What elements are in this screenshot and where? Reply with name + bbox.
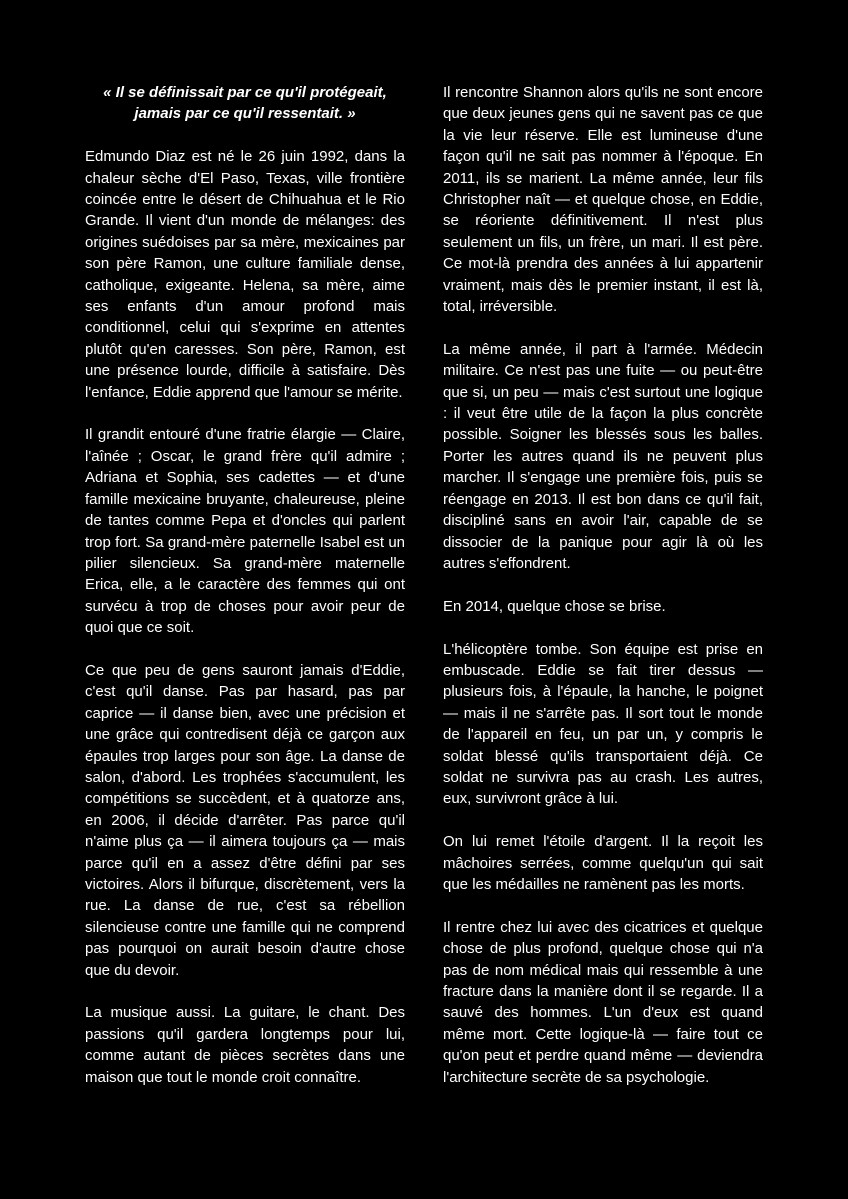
- quote-line-1: « Il se définissait par ce qu'il protégeait,: [103, 84, 387, 101]
- left-column: [85, 82, 405, 1109]
- epigraph-quote: [85, 82, 405, 125]
- paragraph-army: La même année, il part à l'armée. Médecin militaire. Ce n'est pas une fuite — ou peut-être que si, un peu — mais c'est surtout une logique : il veut être utile de la façon la plus concrète possible. Soigner les blessés sous les balles. Porter les autres quand ils ne peuvent plus marcher. Il s'engage une première fois, puis se réengage en 2013. Il est bon dans ce qu'il fait, discipliné sans en avoir l'air, capable de se dissocier de la panique pour agir là où les autres s'effondrent.: [443, 340, 763, 572]
- paragraph-family: Il grandit entouré d'une fratrie élargie — Claire, l'aînée ; Oscar, le grand frère qu'il admire ; Adriana et Sophia, ses cadettes — et d'une famille mexicaine bruyante, chaleureuse, pleine de tantes comme Pepa et d'oncles qui parlent trop fort. Sa grand-mère paternelle Isabel est un pilier silencieux. Sa grand-mère maternelle Erica, elle, a le caractère des femmes qui ont survécu à trop de choses pour avoir peur de quoi que ce soit.: [85, 426, 405, 637]
- paragraph-return: Il rentre chez lui avec des cicatrices et quelque chose de plus profond, quelque chose qui n'a pas de nom médical mais qui ressemble à une fracture dans la manière dont il se regarde. Il a sauvé des hommes. L'un d'eux est quand même mort. Cette logique-là — faire tout ce qu'on peut et perdre quand même — deviendra l'architecture secrète de sa psychologie.: [443, 918, 763, 1086]
- paragraph-birth: Edmundo Diaz est né le 26 juin 1992, dans la chaleur sèche d'El Paso, Texas, ville frontière coincée entre le désert de Chihuahua et le Rio Grande. Il vient d'un monde de mélanges: des origines suédoises par sa mère, mexicaines par son père Ramon, une culture familiale dense, catholique, exigeante. Helena, sa mère, aime ses enfants d'un amour profond mais conditionnel, celui qui s'exprime en attentes plutôt qu'en caresses. Son père, Ramon, est une présence lourde, difficile à satisfaire. Dès l'enfance, Eddie apprend que l'amour se mérite.: [85, 148, 405, 401]
- paragraph-dance: Ce que peu de gens sauront jamais d'Eddie, c'est qu'il danse. Pas par hasard, pas par caprice — il danse bien, avec une précision et une grâce qui contredisent déjà ce garçon aux épaules trop larges pour son âge. La danse de salon, d'abord. Les trophées s'accumulent, les compétitions se succèdent, et à quatorze ans, en 2006, il décide d'arrêter. Pas parce qu'il n'aime plus ça — il aimera toujours ça — mais parce qu'il en a assez d'être défini par ses victoires. Alors il bifurque, discrètement, vers la rue. La danse de rue, c'est sa rébellion silencieuse contre une famille qui ne comprend pas pourquoi on aurait besoin d'autre chose que du devoir.: [85, 661, 405, 979]
- paragraph-music: La musique aussi. La guitare, le chant. Des passions qu'il gardera longtemps pour lui, comme autant de pièces secrètes dans une maison que tout le monde croit connaître.: [85, 1004, 405, 1086]
- quote-line-2: jamais par ce qu'il ressentait. »: [134, 105, 356, 123]
- paragraph-helicopter: L'hélicoptère tombe. Son équipe est prise en embuscade. Eddie se fait tirer dessus — plusieurs fois, à l'épaule, la hanche, le poignet — mais il ne s'arrête pas. Il sort tout le monde de l'appareil en feu, un par un, y compris le soldat blessé qu'ils transportaient déjà. Ce soldat ne survivra pas au crash. Les autres, eux, survivront grâce à lui.: [443, 640, 763, 808]
- paragraph-shannon: Il rencontre Shannon alors qu'ils ne sont encore que deux jeunes gens qui ne savent pas ce que la vie leur réserve. Elle est lumineuse d'une façon qu'il ne sait pas nommer à l'époque. En 2011, ils se marient. La même année, leur fils Christopher naît — et quelque chose, en Eddie, se réoriente définitivement. Il n'est plus seulement un fils, un frère, un mari. Il est père. Ce mot-là prendra des années à lui appartenir vraiment, mais dès le premier instant, il est là, total, irréversible.: [443, 84, 763, 316]
- paragraph-silver-star: On lui remet l'étoile d'argent. Il la reçoit les mâchoires serrées, comme quelqu'un qui sait que les médailles ne ramènent pas les morts.: [443, 833, 763, 893]
- right-column: [443, 82, 763, 1109]
- paragraph-2014: En 2014, quelque chose se brise.: [443, 597, 666, 615]
